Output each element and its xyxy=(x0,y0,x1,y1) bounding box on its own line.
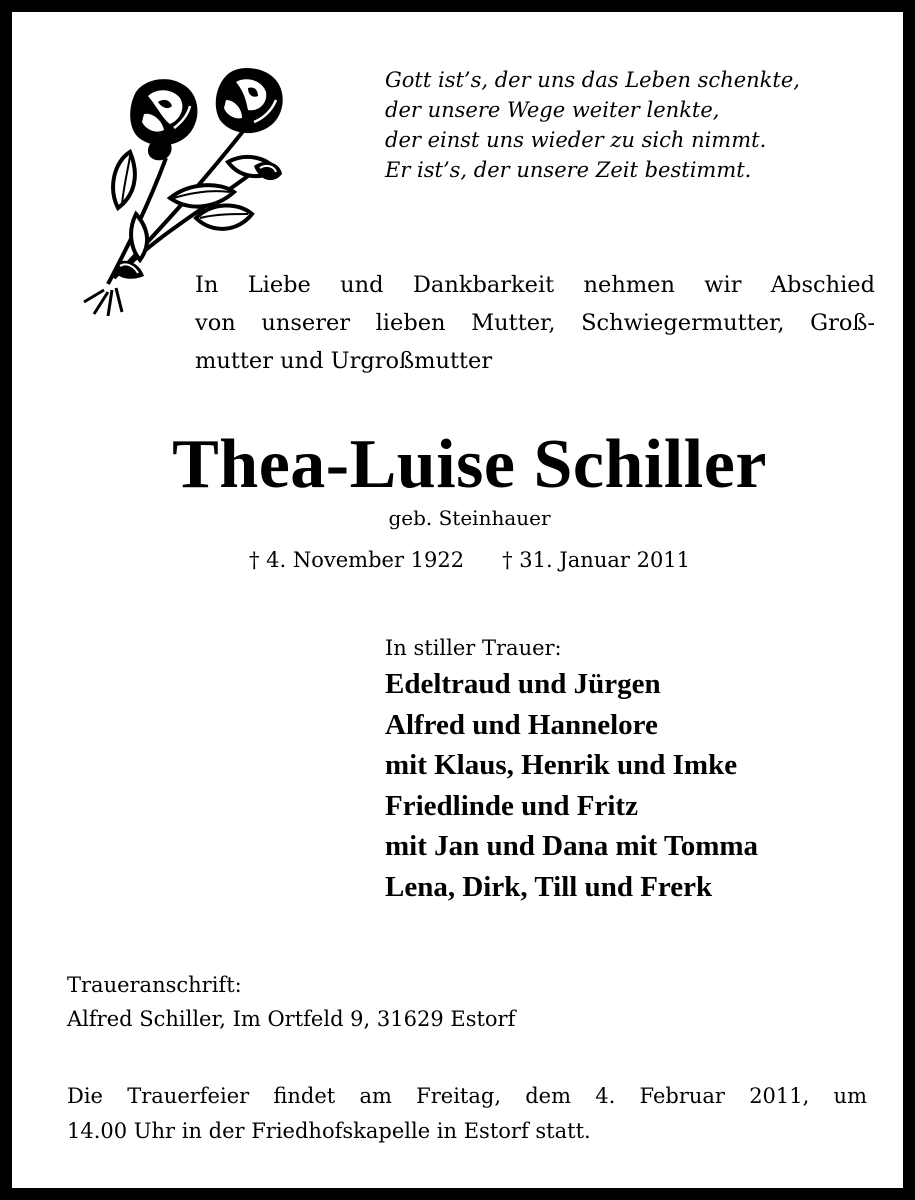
poem-line: der einst uns wieder zu sich nimmt. xyxy=(385,128,767,152)
mourning-label: In stiller Trauer: xyxy=(385,636,562,660)
mourner-line: mit Klaus, Henrik und Imke xyxy=(385,749,738,782)
mourners-section xyxy=(385,632,905,908)
farewell-line: mutter und Urgroßmutter xyxy=(195,348,493,374)
mourner-line: Friedlinde und Fritz xyxy=(385,789,638,822)
poem-line: der unsere Wege weiter lenkte, xyxy=(385,98,720,122)
funeral-line: Die Trauerfeier findet am Freitag, dem 4. Februar 2011, um xyxy=(67,1084,867,1108)
poem-line: Er ist’s, der unsere Zeit bestimmt. xyxy=(385,158,752,182)
mourner-line: Alfred und Hannelore xyxy=(385,708,658,741)
farewell-line: In Liebe und Dankbarkeit nehmen wir Abschied xyxy=(195,272,875,298)
deceased-name: Thea-Luise Schiller xyxy=(172,426,767,503)
poem xyxy=(385,65,875,185)
birth-date: † 4. November 1922 xyxy=(248,548,465,572)
funeral-line: 14.00 Uhr in der Friedhofskapelle in Estorf statt. xyxy=(67,1119,591,1143)
farewell-line: von unserer lieben Mutter, Schwiegermutter, Groß- xyxy=(195,310,875,336)
mourning-address xyxy=(67,968,887,1036)
mourner-line: Lena, Dirk, Till und Frerk xyxy=(385,870,713,903)
death-date: † 31. Januar 2011 xyxy=(502,548,691,572)
address-label: Traueranschrift: xyxy=(67,973,242,997)
mourner-line: Edeltraud und Jürgen xyxy=(385,668,661,700)
life-dates xyxy=(12,545,915,575)
funeral-notice xyxy=(67,1079,867,1149)
mourner-line: mit Jan und Dana mit Tomma xyxy=(385,830,759,863)
poem-line: Gott ist’s, der uns das Leben schenkte, xyxy=(385,68,800,92)
maiden-name: geb. Steinhauer xyxy=(388,506,551,530)
farewell-text xyxy=(195,266,875,380)
address-value: Alfred Schiller, Im Ortfeld 9, 31629 Estorf xyxy=(67,1007,516,1031)
